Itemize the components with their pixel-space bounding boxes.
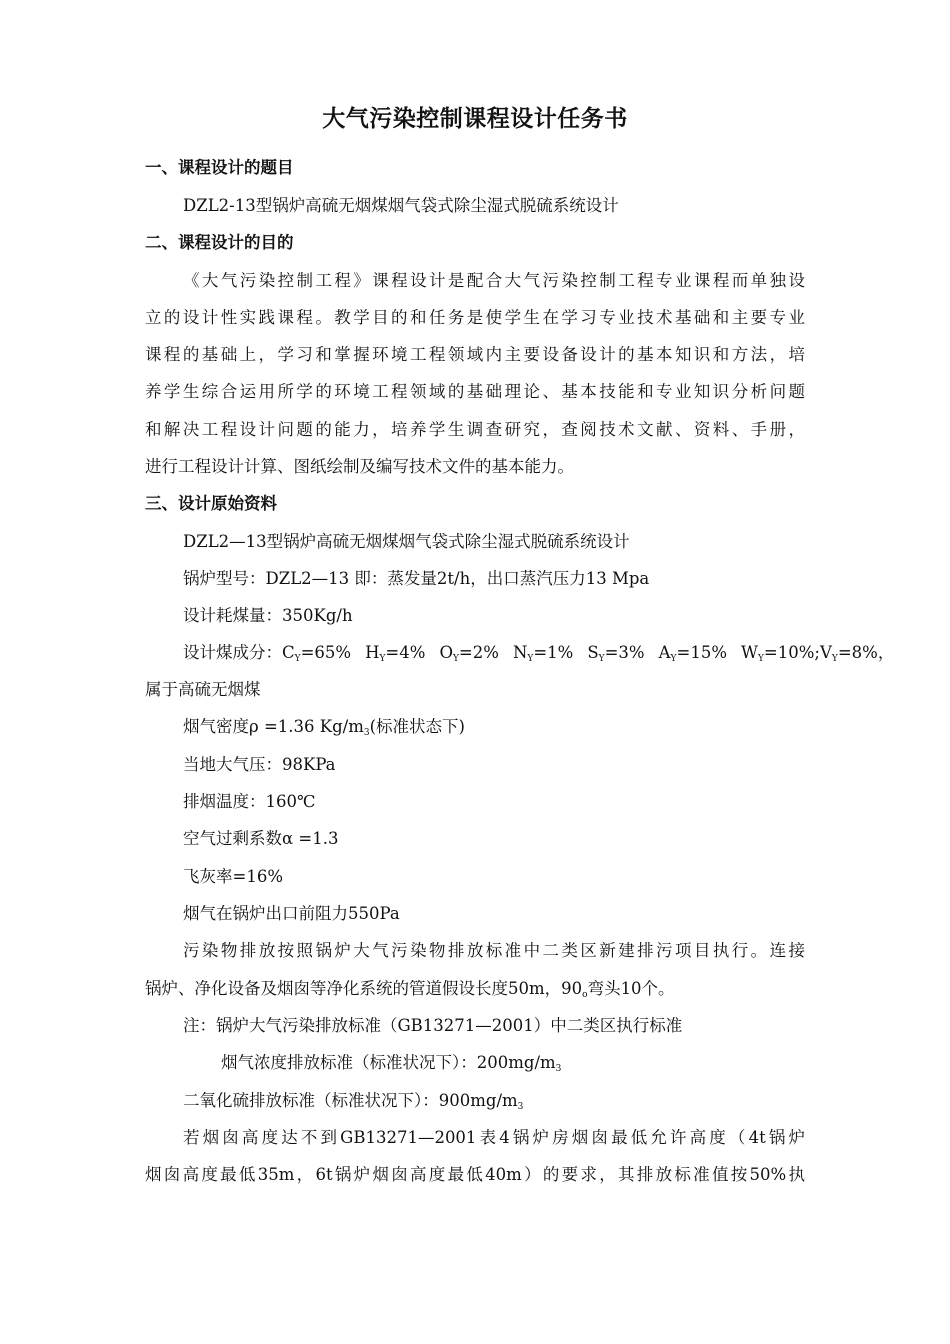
- coal-a: $A_Y=15\%$: [658, 643, 727, 664]
- section2-line: 进行工程设计计算、图纸绘制及编写技术文件的基本能力。: [145, 457, 574, 476]
- coal-composition: [183, 642, 894, 670]
- atm-pressure: 当地大气压：98KPa: [183, 755, 336, 774]
- exhaust-temp: 排烟温度：160℃: [183, 792, 316, 811]
- document-title: 大气污染控制课程设计任务书: [322, 106, 628, 132]
- section2-line: 养学生综合运用所学的环境工程领域的基础理论、基本技能和专业知识分析问题: [145, 382, 805, 401]
- section1-heading: 一、课程设计的题目: [145, 158, 294, 177]
- coal-type: 属于高硫无烟煤: [145, 680, 261, 699]
- note-smoke-standard: 烟气浓度排放标准（标准状况下）：$200mg/m_3$: [221, 1053, 562, 1074]
- outlet-resistance: 烟气在锅炉出口前阻力550Pa: [183, 904, 400, 923]
- section1-topic: DZL2-13型锅炉高硫无烟煤烟气袋式除尘湿式脱硫系统设计: [183, 196, 619, 215]
- section2-heading: 二、课程设计的目的: [145, 233, 294, 252]
- section2-line: 立的设计性实践课程。教学目的和任务是使学生在学习专业技术基础和主要专业: [145, 308, 805, 327]
- section2-line: 《大气污染控制工程》课程设计是配合大气污染控制工程专业课程而单独设: [183, 271, 805, 290]
- coal-consumption: [183, 605, 353, 627]
- gas-density: 烟气密度ρ =1.36 $Kg/m_3$(标准状态下): [183, 717, 465, 738]
- coal-c: $C_Y=65\%$: [282, 643, 352, 664]
- coal-w: $W_Y=10\%$;: [741, 643, 820, 664]
- fly-ash: 飞灰率=16%: [183, 867, 283, 886]
- section2-line: 和解决工程设计问题的能力，培养学生调查研究，查阅技术文献、资料、手册，: [145, 420, 805, 439]
- note-so2-standard: 二氧化硫排放标准（标准状况下）：$900mg/m_3$: [183, 1091, 524, 1112]
- excess-air: 空气过剩系数α =1.3: [183, 829, 339, 848]
- coal-s: $S_Y=3\%$: [587, 643, 645, 664]
- chimney-line: 若烟囱高度达不到GB13271—2001表4锅炉房烟囱最低允许高度（4t锅炉: [183, 1128, 805, 1147]
- note-line: 注：锅炉大气污染排放标准（GB13271—2001）中二类区执行标准: [183, 1016, 683, 1035]
- section3-topic: DZL2—13型锅炉高硫无烟煤烟气袋式除尘湿式脱硫系统设计: [183, 532, 630, 551]
- section3-heading: 三、设计原始资料: [145, 494, 277, 513]
- chimney-line: 烟囱高度最低35m，6t锅炉烟囱高度最低40m）的要求，其排放标准值按50%执: [145, 1165, 805, 1184]
- coal-h: $H_Y=4\%$: [365, 643, 426, 664]
- section2-line: 课程的基础上，学习和掌握环境工程领域内主要设备设计的基本知识和方法，培: [145, 345, 805, 364]
- coal-o: $O_Y=2\%$: [439, 643, 499, 664]
- emission-line: 锅炉、净化设备及烟囱等净化系统的管道假设长度50m，$90_o$弯头10个。: [145, 979, 675, 1000]
- coal-consumption-text: 设计耗煤量：350Kg/h: [183, 606, 353, 625]
- coal-composition-prefix: 设计煤成分：: [183, 643, 282, 662]
- boiler-model: 锅炉型号：DZL2—13 即：蒸发量2t/h，出口蒸汽压力13 Mpa: [183, 569, 650, 588]
- emission-line: 污染物排放按照锅炉大气污染物排放标准中二类区新建排污项目执行。连接: [183, 941, 805, 960]
- coal-v: $V_Y=8\%$，: [819, 643, 895, 664]
- coal-n: $N_Y=1\%$: [512, 643, 574, 664]
